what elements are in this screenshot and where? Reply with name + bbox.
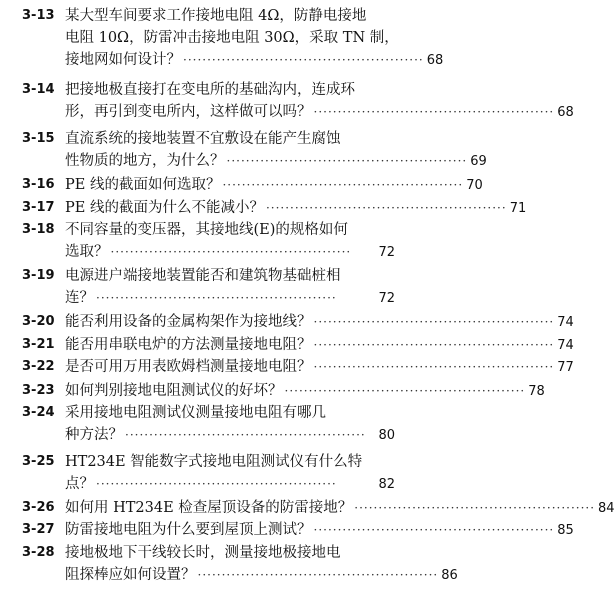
toc-entry-title-line (65, 174, 483, 196)
dot-leader: ·················································· (284, 384, 526, 398)
toc-entry-title-line: 电阻 10Ω，防雷冲击接地电阻 30Ω，采取 TN 制， (65, 30, 399, 46)
toc-entry-title-text: 接地网如何设计？ (65, 52, 181, 68)
toc-entry-title-line (65, 101, 574, 123)
toc-entry-title-line (65, 356, 574, 378)
toc-entry-page-number: 68 (557, 105, 574, 120)
toc-entry[interactable] (0, 402, 411, 446)
toc-entry-title-line (65, 519, 574, 541)
toc-entry-title-line: 接地极地下干线较长时，测量接地极接地电 (65, 545, 341, 561)
dot-leader: ·················································· (313, 338, 555, 352)
toc-entry[interactable] (0, 311, 574, 333)
toc-entry-number: 3-24 (22, 405, 55, 420)
toc-entry[interactable] (0, 380, 545, 402)
toc-entry-title-text: PE 线的截面为什么不能减小？ (65, 200, 264, 216)
toc-entry-number: 3-27 (22, 522, 55, 537)
toc-entry-title-text: 形，再引到变电所内，这样做可以吗？ (65, 104, 312, 120)
toc-entry[interactable] (0, 542, 458, 586)
toc-entry-title-line (65, 150, 487, 172)
toc-entry-title-line: 某大型车间要求工作接地电阻 4Ω，防静电接地 (65, 8, 367, 24)
dot-leader: ·················································· (313, 315, 555, 329)
toc-entry-title-text: 是否可用万用表欧姆档测量接地电阻？ (65, 359, 312, 375)
toc-entry-page-number: 69 (470, 154, 487, 169)
toc-entry-title-line (65, 334, 574, 356)
toc-entry-page-number: 86 (441, 568, 458, 583)
toc-entry[interactable] (0, 519, 574, 541)
toc-entry-title-line (65, 311, 574, 333)
toc-entry-number: 3-23 (22, 383, 55, 398)
dot-leader: ·················································· (226, 154, 468, 168)
toc-entry-title-text: 种方法？ (65, 427, 123, 443)
toc-entry-title-text: 能否利用设备的金属构架作为接地线？ (65, 314, 312, 330)
toc-entry[interactable] (0, 219, 411, 263)
toc-entry-number: 3-15 (22, 131, 55, 146)
toc-entry[interactable] (0, 197, 527, 219)
dot-leader: ·················································· (222, 178, 464, 192)
toc-entry-page-number: 78 (528, 384, 545, 399)
toc-entry-number: 3-21 (22, 337, 55, 352)
toc-entry-page-number: 74 (557, 338, 574, 353)
toc-entry-title-line (65, 564, 458, 586)
toc-entry-page-number: 80 (378, 428, 395, 443)
toc-entry-title-line (65, 287, 395, 309)
toc-entry-title-text: 能否用串联电炉的方法测量接地电阻？ (65, 337, 312, 353)
toc-entry[interactable] (0, 128, 487, 172)
toc-entry-page-number: 77 (557, 360, 574, 375)
toc-entry-number: 3-16 (22, 177, 55, 192)
toc-entry-title-text: 连？ (65, 290, 94, 306)
toc-entry-number: 3-20 (22, 314, 55, 329)
toc-entry[interactable] (0, 5, 444, 71)
dot-leader: ·················································· (313, 360, 555, 374)
toc-entry-page-number: 72 (378, 245, 395, 260)
toc-entry-title-text: 防雷接地电阻为什么要到屋顶上测试？ (65, 522, 312, 538)
dot-leader: ·················································· (96, 477, 337, 491)
toc-entry[interactable] (0, 497, 615, 519)
toc-entry-number: 3-19 (22, 268, 55, 283)
toc-entry-title-line (65, 424, 395, 446)
toc-entry-title-line (65, 49, 444, 71)
toc-entry-title-line: 不同容量的变压器，其接地线(E)的规格如何 (65, 222, 348, 238)
toc-entry-title-line (65, 241, 395, 263)
toc-entry-title-text: 如何用 HT234E 检查屋顶设备的防雷接地？ (65, 500, 353, 516)
toc-entry-title-text: PE 线的截面如何选取？ (65, 177, 221, 193)
toc-entry[interactable] (0, 174, 483, 196)
toc-entry-title-text: 点？ (65, 476, 94, 492)
toc-entry-title-line (65, 497, 615, 519)
toc-entry-number: 3-26 (22, 500, 55, 515)
toc-entry-title-text: 性物质的地方，为什么？ (65, 153, 225, 169)
toc-entry[interactable] (0, 334, 574, 356)
toc-entry-title-line: HT234E 智能数字式接地电阻测试仪有什么特 (65, 454, 363, 470)
toc-entry-page-number: 82 (378, 477, 395, 492)
toc-entry-title-line: 直流系统的接地装置不宜敷设在能产生腐蚀 (65, 131, 341, 147)
dot-leader: ·················································· (354, 501, 596, 515)
toc-entry-number: 3-18 (22, 222, 55, 237)
dot-leader: ·················································· (197, 568, 439, 582)
toc-entry-title-line: 电源进户端接地装置能否和建筑物基础桩相 (65, 268, 341, 284)
toc-entry-number: 3-25 (22, 454, 55, 469)
toc-entry-number: 3-28 (22, 545, 55, 560)
toc-entry-title-text: 阻探棒应如何设置？ (65, 567, 196, 583)
toc-entry-number: 3-13 (22, 8, 55, 23)
toc-entry-title-line (65, 197, 527, 219)
toc-entry-page-number: 72 (378, 291, 395, 306)
toc-entry[interactable] (0, 265, 411, 309)
toc-entry-number: 3-14 (22, 82, 55, 97)
toc-entry-page-number: 71 (509, 201, 527, 216)
toc-entry-title-line: 把接地极直接打在变电所的基础沟内，连成环 (65, 82, 355, 98)
dot-leader: ·················································· (183, 53, 424, 67)
dot-leader: ·················································· (96, 291, 337, 305)
toc-entry-title-text: 如何判别接地电阻测试仪的好坏？ (65, 383, 283, 399)
toc-entry-page-number: 74 (557, 315, 574, 330)
toc-entry-title-line (65, 380, 545, 402)
toc-entry[interactable] (0, 451, 411, 495)
dot-leader: ·················································· (313, 523, 555, 537)
dot-leader: ·················································· (313, 105, 555, 119)
toc-entry-page-number: 85 (557, 523, 574, 538)
toc-entry-title-text: 选取？ (65, 244, 109, 260)
toc-entry-page-number: 84 (598, 501, 615, 516)
dot-leader: ·················································· (265, 201, 507, 215)
toc-entry-title-line: 采用接地电阻测试仪测量接地电阻有哪几 (65, 405, 326, 421)
toc-entry-page-number: 68 (426, 53, 444, 68)
toc-entry-page-number: 70 (466, 178, 483, 193)
toc-entry[interactable] (0, 356, 574, 378)
dot-leader: ·················································· (110, 245, 352, 259)
toc-entry-number: 3-22 (22, 359, 55, 374)
toc-entry[interactable] (0, 79, 574, 123)
dot-leader: ·················································· (125, 428, 366, 442)
toc-entry-number: 3-17 (22, 200, 55, 215)
toc-entry-title-line (65, 473, 395, 495)
